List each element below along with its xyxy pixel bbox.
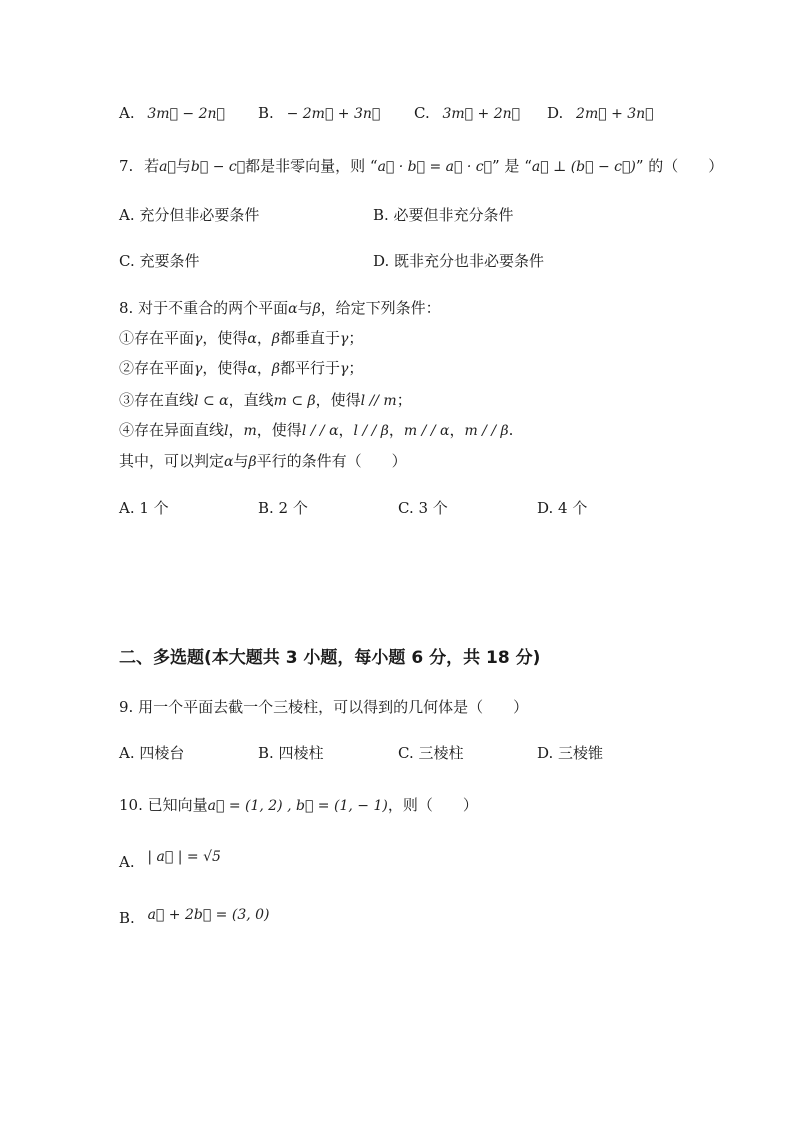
question-7-stem: 7. 若a⃗与b⃗ − c⃗都是非零向量，则 “a⃗ · b⃗ = a⃗ · c⃗” 是 “a⃗ ⊥ (b⃗ − c⃗)” 的（ ）	[119, 157, 724, 175]
question-8-stem: 8. 对于不重合的两个平面α与β，给定下列条件：	[119, 299, 441, 317]
q10-option-a[interactable]: A. | a⃗ | = √5	[119, 849, 221, 871]
q8-condition-4: ④存在异面直线l，m，使得l / / α，l / / β，m / / α，m / / β.	[119, 421, 514, 439]
question-10-stem: 10. 已知向量a⃗ = (1, 2) , b⃗ = (1, − 1)，则（ ）	[119, 796, 478, 814]
q9-option-d[interactable]: D. 三棱锥	[537, 744, 604, 762]
q9-option-b[interactable]: B. 四棱柱	[258, 744, 324, 762]
q7-option-b[interactable]: B. 必要但非充分条件	[373, 206, 514, 224]
q8-condition-2: ②存在平面γ，使得α，β都平行于γ；	[119, 359, 364, 377]
q6-option-d[interactable]: D. 2m⃗ + 3n⃗	[547, 104, 654, 122]
q6-option-a[interactable]: A. 3m⃗ − 2n⃗	[119, 104, 225, 122]
q8-condition-3: ③存在直线l ⊂ α，直线m ⊂ β，使得l // m；	[119, 391, 412, 409]
q6-option-b[interactable]: B. − 2m⃗ + 3n⃗	[258, 104, 381, 122]
q8-option-c[interactable]: C. 3 个	[398, 499, 448, 517]
q9-option-a[interactable]: A. 四棱台	[119, 744, 185, 762]
q9-option-c[interactable]: C. 三棱柱	[398, 744, 464, 762]
q8-option-d[interactable]: D. 4 个	[537, 499, 588, 517]
question-9-stem: 9. 用一个平面去截一个三棱柱，可以得到的几何体是（ ）	[119, 698, 529, 716]
q8-condition-1: ①存在平面γ，使得α，β都垂直于γ；	[119, 329, 364, 347]
q6-option-c[interactable]: C. 3m⃗ + 2n⃗	[414, 104, 521, 122]
q7-option-d[interactable]: D. 既非充分也非必要条件	[373, 252, 545, 270]
section-2-heading: 二、多选题(本大题共 3 小题，每小题 6 分，共 18 分)	[119, 648, 541, 668]
q8-conclusion: 其中，可以判定α与β平行的条件有（ ）	[119, 452, 407, 470]
q10-option-b[interactable]: B. a⃗ + 2b⃗ = (3, 0)	[119, 907, 270, 927]
q8-option-b[interactable]: B. 2 个	[258, 499, 308, 517]
q7-option-c[interactable]: C. 充要条件	[119, 252, 200, 270]
q8-option-a[interactable]: A. 1 个	[119, 499, 169, 517]
q7-option-a[interactable]: A. 充分但非必要条件	[119, 206, 260, 224]
